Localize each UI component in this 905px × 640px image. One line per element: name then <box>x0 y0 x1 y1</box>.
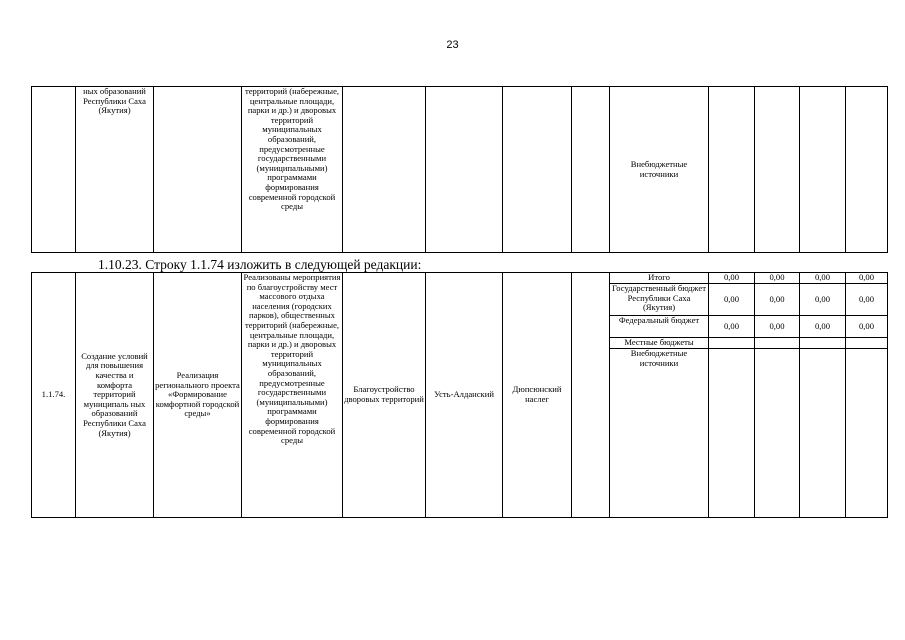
cell-source: Местные бюджеты <box>610 338 709 349</box>
cell-value: 0,00 <box>846 273 888 284</box>
cell-value: 0,00 <box>846 316 888 338</box>
page-number: 23 <box>446 39 459 51</box>
cell-value: 0,00 <box>709 284 755 316</box>
cell-number: 1.1.74. <box>32 273 76 518</box>
cell-source: Федеральный бюджет <box>610 316 709 338</box>
cell-value: 0,00 <box>755 273 800 284</box>
continuation-table <box>31 86 888 253</box>
cell-result: Реализованы мероприятия по благоустройству мест массового отдыха населения (городских парков), общественных территорий (набережные, центральные площади, парки и др.) и дворовых территорий муниципальных образований, предусмотренные государственными (муниципальными) программами формирования современной городской среды <box>242 273 343 518</box>
cell-value: 0,00 <box>709 316 755 338</box>
cell-source: Итого <box>610 273 709 284</box>
row-1174-table <box>31 272 888 518</box>
cell-value: 0,00 <box>755 284 800 316</box>
cell-project: Реализация регионального проекта «Формирование комфортной городской среды» <box>154 273 242 518</box>
cell-value: 0,00 <box>800 273 846 284</box>
table-row <box>32 87 888 253</box>
section-heading: 1.10.23. Строку 1.1.74 изложить в следующей редакции: <box>98 257 422 272</box>
cell-value: 0,00 <box>846 284 888 316</box>
cell-value: 0,00 <box>800 316 846 338</box>
cell-goal-cont: ных образований Республики Саха (Якутия) <box>76 87 154 253</box>
table-row <box>32 273 888 284</box>
cell-source: Внебюджетные источники <box>610 349 709 518</box>
cell-value: 0,00 <box>709 273 755 284</box>
cell-object: Благоустройство дворовых территорий <box>343 273 426 518</box>
cell-district: Усть-Алданский <box>426 273 503 518</box>
cell-source-cont: Внебюджетные источники <box>610 87 709 253</box>
cell-goal: Создание условий для повышения качества и комфорта территорий муниципаль ных образований Республики Саха (Якутия) <box>76 273 154 518</box>
cell-result-cont: территорий (набережные, центральные площади, парки и др.) и дворовых территорий муниципальных образований, предусмотренные государственными (муниципальными) программами формирования современной городской среды <box>242 87 343 253</box>
cell-settlement: Дюпсюнский наслег <box>503 273 572 518</box>
cell-source: Государственный бюджет Республики Саха (Якутия) <box>610 284 709 316</box>
cell-value: 0,00 <box>755 316 800 338</box>
cell-value: 0,00 <box>800 284 846 316</box>
